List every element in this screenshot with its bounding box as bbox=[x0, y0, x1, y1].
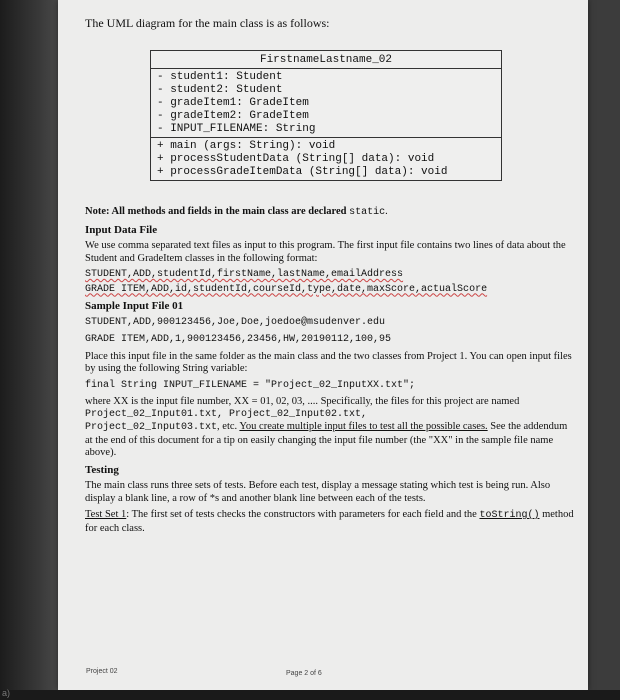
format-line-grade: GRADE ITEM,ADD,id,studentId,courseId,type,date,maxScore,actualScore bbox=[85, 283, 488, 295]
where-paragraph: where XX is the input file number, XX = 01, 02, 03, .... Specifically, the files for this project are named bbox=[85, 396, 520, 407]
files-tail: See the addendum at the end of this document for a tip on easily changing the input file number (the "XX" in the sample file name above). bbox=[85, 421, 568, 458]
uml-class-box bbox=[150, 50, 502, 181]
uml-methods bbox=[151, 137, 501, 180]
uml-method: + main (args: String): void bbox=[157, 140, 336, 152]
note-paragraph bbox=[85, 206, 575, 220]
testing-heading: Testing bbox=[85, 463, 119, 476]
bottom-bar bbox=[0, 690, 620, 700]
uml-field: - gradeItem1: GradeItem bbox=[157, 97, 309, 109]
footer-page-number: Page 2 of 6 bbox=[286, 670, 322, 677]
sample-heading: Sample Input File 01 bbox=[85, 300, 184, 312]
input-heading: Input Data File bbox=[85, 223, 158, 236]
left-background bbox=[0, 0, 58, 700]
note-lead: Note: All methods and fields in the main class are declared bbox=[85, 206, 350, 217]
test-set-label: Test Set 1 bbox=[85, 509, 127, 520]
sample-line-student: STUDENT,ADD,900123456,Joe,Doe,joedoe@msudenver.edu bbox=[85, 316, 386, 328]
files-underlined: You create multiple input files to test all the possible cases. bbox=[239, 421, 488, 432]
uml-fields bbox=[151, 69, 501, 137]
corner-label: a) bbox=[2, 688, 11, 698]
uml-field: - INPUT_FILENAME: String bbox=[157, 123, 316, 135]
document-page bbox=[58, 0, 588, 690]
files-etc: , etc. bbox=[217, 421, 240, 432]
note-tail: . bbox=[385, 206, 388, 217]
note-code: static bbox=[349, 207, 386, 218]
footer-project: Project 02 bbox=[86, 668, 118, 675]
input-description: We use comma separated text files as input to this program. The first input file contains two lines of data about the Student and GradeItem classes in the following format: bbox=[85, 240, 566, 264]
uml-field: - student1: Student bbox=[157, 71, 283, 83]
format-line-student: STUDENT,ADD,studentId,firstName,lastName,emailAddress bbox=[85, 269, 404, 280]
test-set-tail: method for each class. bbox=[85, 509, 574, 534]
testing-description: The main class runs three sets of tests. Before each test, display a message stating which test is being run. Also display a blank line, a row of *s and another blank line between each of the tests. bbox=[85, 480, 551, 504]
document-body bbox=[85, 206, 575, 539]
test-set-code: toString() bbox=[479, 510, 540, 521]
sample-line-grade: GRADE ITEM,ADD,1,900123456,23456,HW,20190112,100,95 bbox=[85, 334, 392, 345]
uml-class-name: FirstnameLastname_02 bbox=[151, 51, 501, 69]
code-line: final String INPUT_FILENAME = "Project_02_InputXX.txt"; bbox=[85, 379, 416, 391]
files-paragraph bbox=[85, 421, 575, 460]
uml-method: + processGradeItemData (String[] data): void bbox=[157, 166, 448, 178]
test-set-desc: : The first set of tests checks the constructors with parameters for each field and the bbox=[126, 509, 480, 520]
intro-text: The UML diagram for the main class is as follows: bbox=[85, 16, 330, 30]
place-paragraph: Place this input file in the same folder as the main class and the two classes from Project 1. You can open input files by using the following String variable: bbox=[85, 350, 572, 374]
files-code: Project_02_Input03.txt bbox=[85, 422, 218, 433]
test-set-paragraph bbox=[85, 509, 575, 535]
uml-method: + processStudentData (String[] data): void bbox=[157, 153, 435, 165]
files-line: Project_02_Input01.txt, Project_02_Input02.txt, bbox=[85, 408, 368, 420]
uml-field: - student2: Student bbox=[157, 84, 283, 96]
uml-field: - gradeItem2: GradeItem bbox=[157, 110, 309, 122]
